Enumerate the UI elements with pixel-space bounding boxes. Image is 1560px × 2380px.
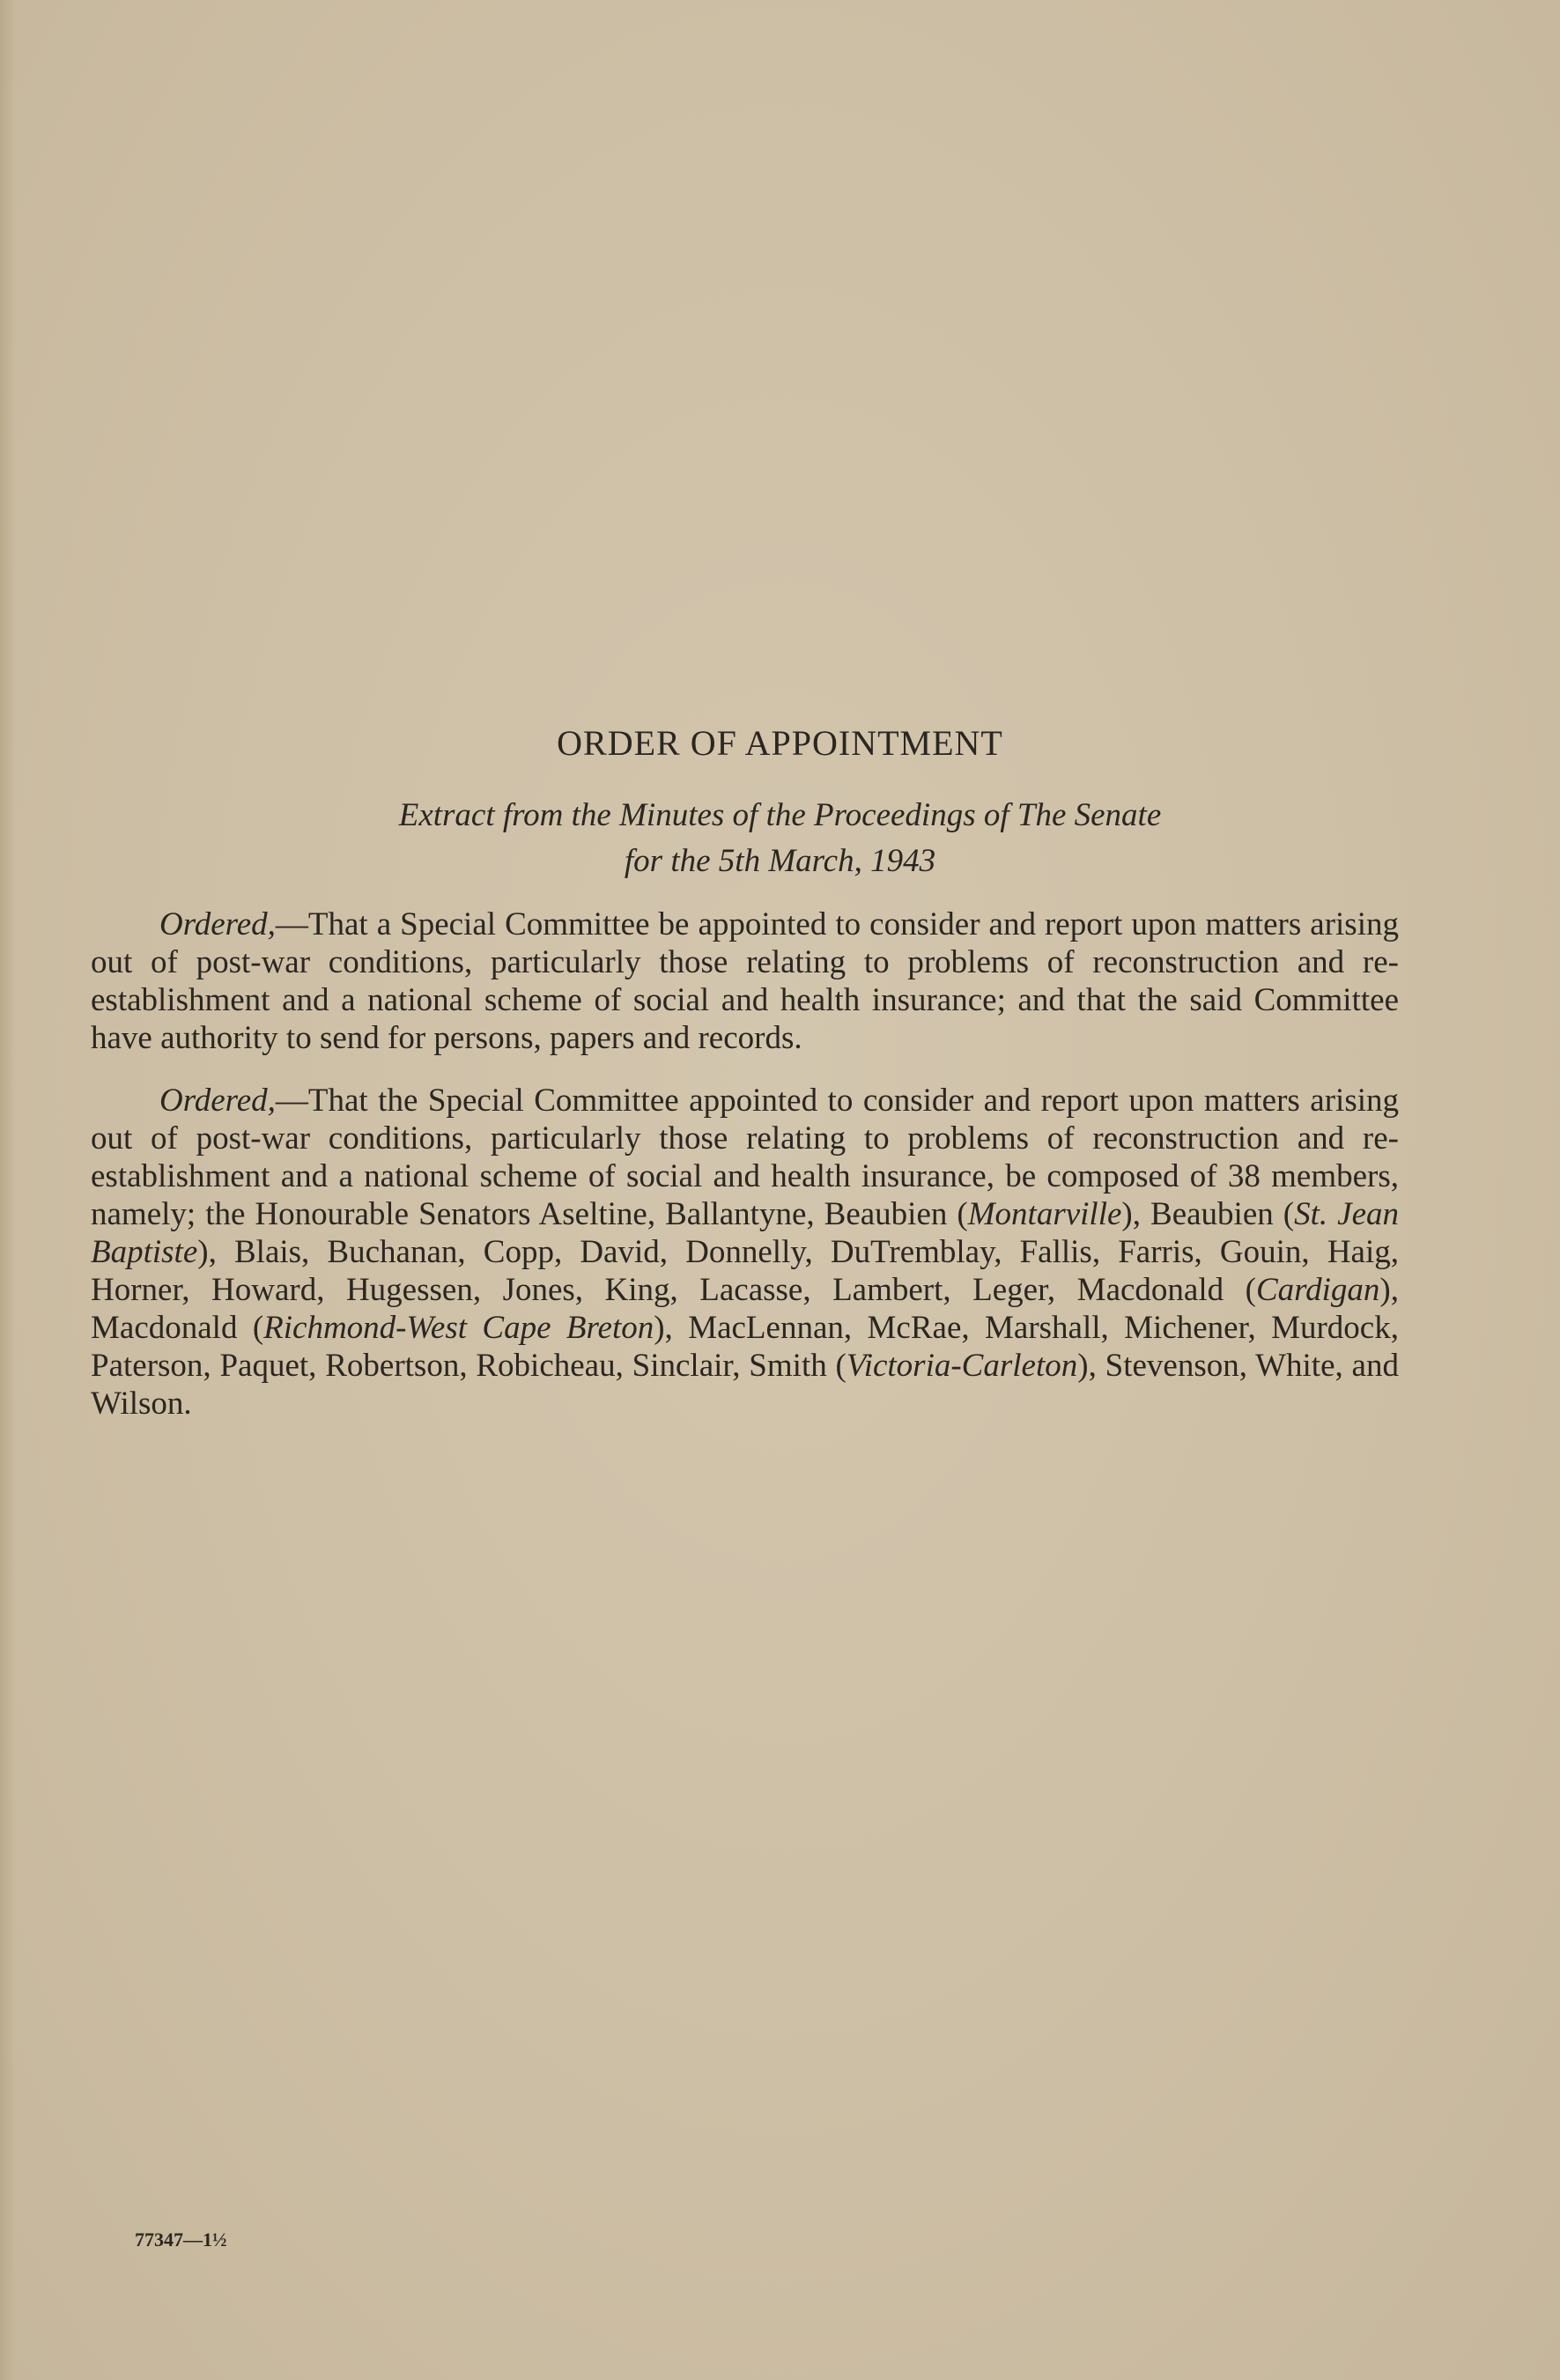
riding-name: Richmond-West Cape Breton xyxy=(263,1310,654,1346)
paragraph-text: ), Beaubien ( xyxy=(1121,1196,1295,1232)
printer-code: 77347—1½ xyxy=(135,2228,227,2251)
paragraph-text: ), Macdonald ( xyxy=(91,1272,1399,1346)
subtitle-line-1: Extract from the Minutes of the Proceedings of The Senate xyxy=(398,797,1162,833)
paragraph-text: —That a Special Committee be appointed to consider and report upon matters arising out of post-war conditions, particularly those relating to problems of reconstruction and re-establishment and a national scheme of social and health insurance; and that the said Committee have authority to send for persons, papers and records. xyxy=(91,906,1399,1056)
document-body xyxy=(91,905,1399,1447)
ordered-lead: Ordered, xyxy=(159,1083,276,1119)
riding-name: Victoria-Carleton xyxy=(846,1348,1078,1384)
ordered-lead: Ordered, xyxy=(159,906,276,942)
subtitle-line-2: for the 5th March, 1943 xyxy=(624,843,936,879)
paragraph-order-1 xyxy=(91,905,1399,1057)
paragraph-text: ), Stevenson, White, and Wilson. xyxy=(91,1348,1399,1422)
page-edge-shadow xyxy=(0,0,16,2380)
paragraph-text: —That the Special Committee appointed to consider and report upon matters arising out of post-war conditions, particularly those relating to problems of reconstruction and re-establishment and a national scheme of social and health insurance, be composed of 38 members, namely; the Honourable Senators Aseltine, Ballantyne, Beaubien ( xyxy=(91,1083,1399,1232)
paragraph-text: ), MacLennan, McRae, Marshall, Michener, Murdock, Paterson, Paquet, Robertson, Robicheau, Sinclair, Smith ( xyxy=(91,1310,1399,1384)
riding-name: Montarville xyxy=(967,1196,1122,1232)
riding-name: Cardigan xyxy=(1255,1272,1380,1308)
document-subtitle xyxy=(0,793,1560,884)
paragraph-order-2 xyxy=(91,1082,1399,1423)
riding-name: St. Jean Baptiste xyxy=(91,1196,1399,1270)
paragraph-text: ), Blais, Buchanan, Copp, David, Donnelly, DuTremblay, Fallis, Farris, Gouin, Haig, Horner, Howard, Hugessen, Jones, King, Lacasse, Lambert, Leger, Macdonald ( xyxy=(91,1234,1399,1308)
document-heading: ORDER OF APPOINTMENT xyxy=(557,723,1003,763)
